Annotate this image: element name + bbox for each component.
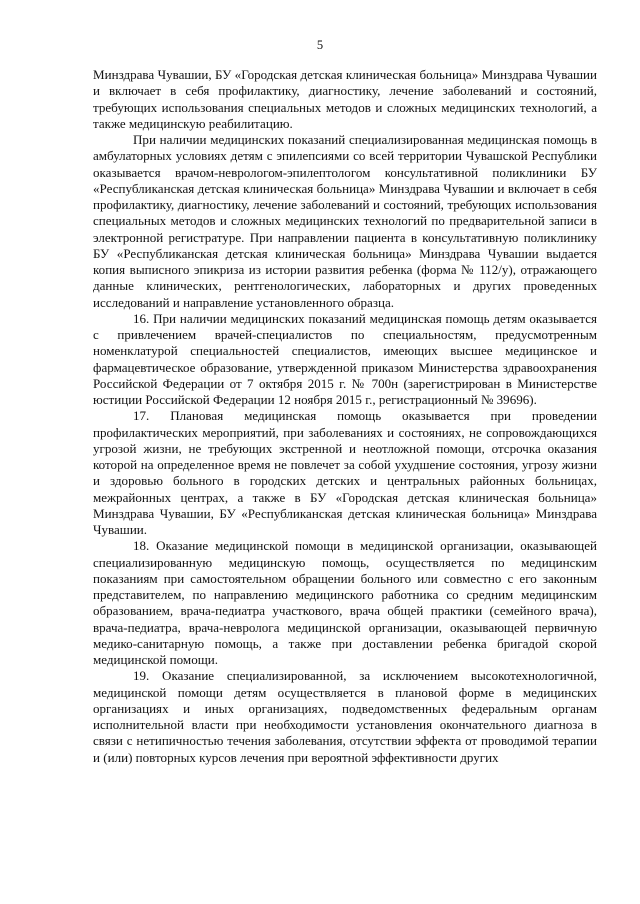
paragraph-item-18: 18. Оказание медицинской помощи в медицинской организации, оказывающей специализированную медицинскую помощь, осуществляется по медицинским показаниям при самостоятельном обращении больного или совместно с его законным представителем, по направлению медицинского работника со средним медицинским образованием, врача-педиатра участкового, врача общей практики (семейного врача), врача-педиатра, врача-невролога медицинской организации, оказывающей первичную медико-санитарную помощь, а также при доставлении ребенка бригадой скорой медицинской помощи. xyxy=(93,538,597,667)
paragraph-item-16: 16. При наличии медицинских показаний медицинская помощь детям оказывается с привлечением врачей-специалистов по специальностям, предусмотренным номенклатурой специальностей специалистов, имеющих высшее медицинское и фармацевтическое образование, утвержденной приказом Министерства здравоохранения Российской Федерации от 7 октября 2015 г. № 700н (зарегистрирован в Министерстве юстиции Российской Федерации 12 ноября 2015 г., регистрационный № 39696). xyxy=(93,310,597,407)
document-body xyxy=(93,67,597,766)
paragraph-epilepsy-outpatient: При наличии медицинских показаний специализированная медицинская помощь в амбулаторных условиях детям с эпилепсиями со всей территории Чувашской Республики оказывается врачом-неврологом-эпилептологом консультативной поликлиники БУ «Республиканская детская клиническая больница» Минздрава Чувашии и включает в себя профилактику, диагностику, лечение заболеваний и состояний, требующих использования специальных методов и сложных медицинских технологий по предварительной записи в электронной регистратуре. При направлении пациента в консультативную поликлинику БУ «Республиканская детская клиническая больница» Минздрава Чувашии выдается копия выписного эпикриза из истории развития ребенка (форма № 112/у), отражающего данные клинических, рентгенологических, лабораторных и других проведенных исследований и направление установленного образца. xyxy=(93,132,597,310)
page-number: 5 xyxy=(316,38,324,52)
paragraph-item-19: 19. Оказание специализированной, за исключением высокотехнологичной, медицинской помощи детям осуществляется в плановой форме в медицинских организациях и иных организациях, подведомственных федеральным органам исполнительной власти при необходимости установления окончательного диагноза в связи с нетипичностью течения заболевания, отсутствии эффекта от проводимой терапии и (или) повторных курсов лечения при вероятной эффективности других xyxy=(93,668,597,765)
paragraph-continuation: Минздрава Чувашии, БУ «Городская детская клиническая больница» Минздрава Чувашии и включает в себя профилактику, диагностику, лечение заболеваний и состояний, требующих использования специальных методов и сложных медицинских технологий, а также медицинскую реабилитацию. xyxy=(93,67,597,131)
paragraph-item-17: 17. Плановая медицинская помощь оказывается при проведении профилактических мероприятий, при заболеваниях и состояниях, не сопровождающихся угрозой жизни, не требующих экстренной и неотложной помощи, отсрочка оказания которой на определенное время не повлечет за собой ухудшение состояния, угрозу жизни и здоровью больного в городских детских и центральных районных больницах, межрайонных центрах, а также в БУ «Городская детская клиническая больница» Минздрава Чувашии, БУ «Республиканская детская клиническая больница» Минздрава Чувашии. xyxy=(93,408,597,537)
